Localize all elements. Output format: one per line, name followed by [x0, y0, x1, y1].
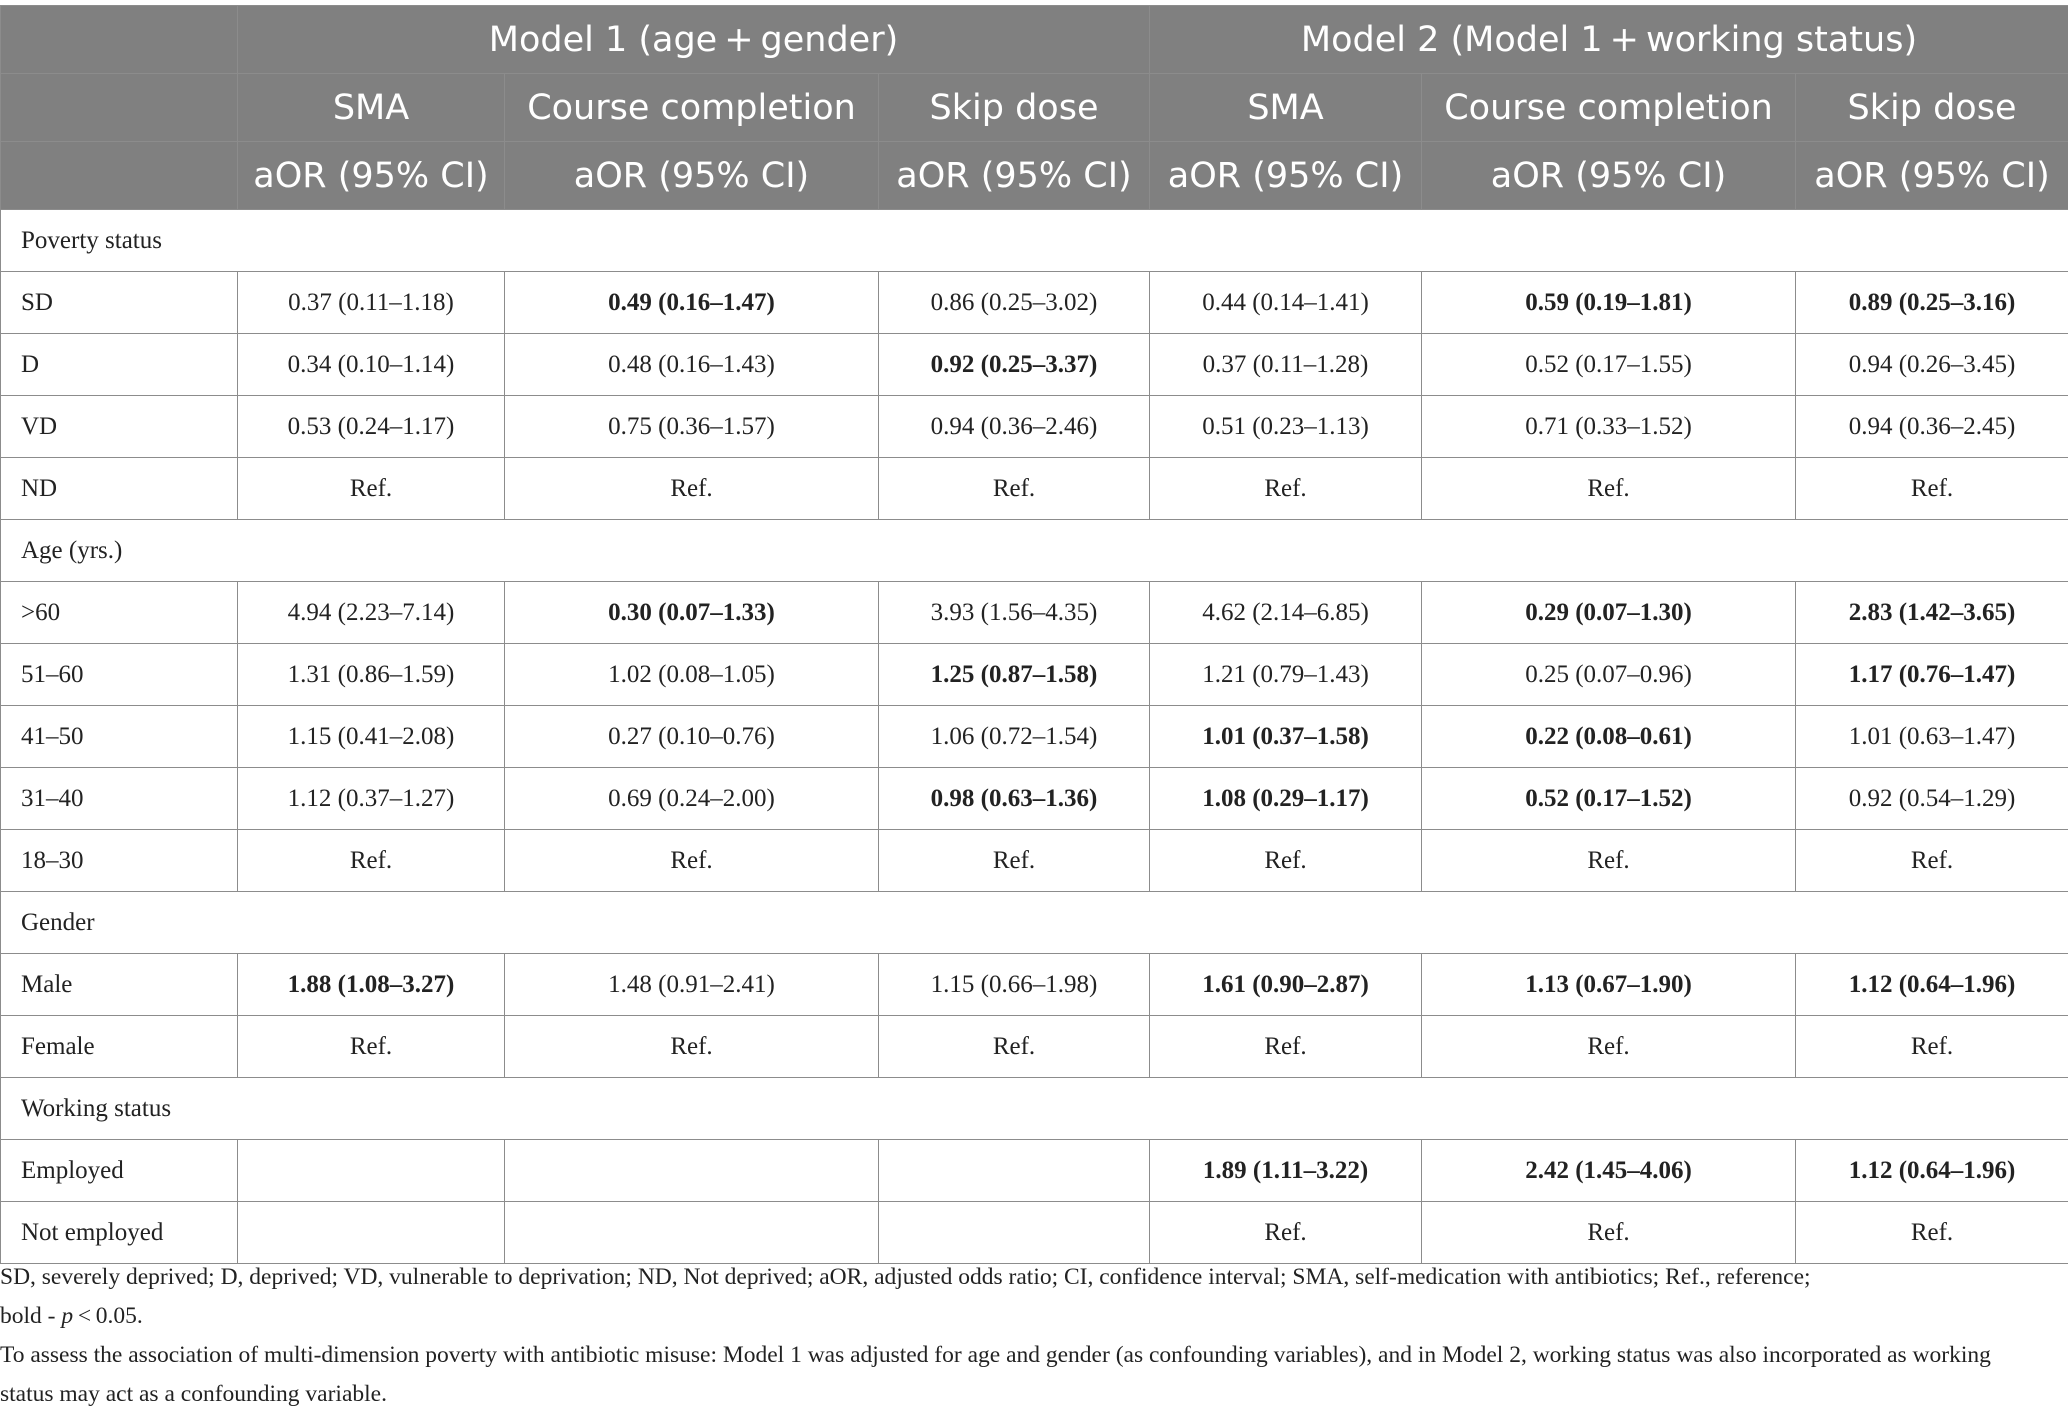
value-cell: 1.88 (1.08–3.27)	[238, 954, 505, 1016]
value-cell: 0.53 (0.24–1.17)	[238, 396, 505, 458]
value-cell: 1.13 (0.67–1.90)	[1422, 954, 1796, 1016]
adjustment-note: To assess the association of multi-dimension poverty with antibiotic misuse: Model 1 was adjusted for age and gender (as confounding variables), and in Model 2, working status was also incorporated as working status may act as a confounding variable.	[0, 1342, 1991, 1407]
value-cell: 0.75 (0.36–1.57)	[505, 396, 879, 458]
table-row	[1, 954, 2068, 1016]
measure-header: aOR (95% CI)	[238, 142, 505, 210]
section-label: Working status	[1, 1078, 2068, 1140]
value-cell: 0.89 (0.25–3.16)	[1796, 272, 2068, 334]
value-cell: 0.52 (0.17–1.55)	[1422, 334, 1796, 396]
value-cell: 0.29 (0.07–1.30)	[1422, 582, 1796, 644]
outcome-header: SMA	[238, 74, 505, 142]
table-row	[1, 1016, 2068, 1078]
value-cell: Ref.	[1150, 1016, 1422, 1078]
abbreviations-note	[0, 1258, 2050, 1336]
value-cell: 0.44 (0.14–1.41)	[1150, 272, 1422, 334]
value-cell: 1.12 (0.64–1.96)	[1796, 954, 2068, 1016]
value-cell: 1.15 (0.66–1.98)	[879, 954, 1150, 1016]
value-cell: Ref.	[1796, 830, 2068, 892]
value-cell: 0.34 (0.10–1.14)	[238, 334, 505, 396]
value-cell: 1.17 (0.76–1.47)	[1796, 644, 2068, 706]
value-cell: Ref.	[1422, 830, 1796, 892]
row-label: D	[1, 334, 238, 396]
value-cell: 0.94 (0.36–2.46)	[879, 396, 1150, 458]
table-row	[1, 396, 2068, 458]
value-cell: 1.21 (0.79–1.43)	[1150, 644, 1422, 706]
value-cell: Ref.	[1150, 830, 1422, 892]
table-body	[1, 210, 2068, 1264]
value-cell: Ref.	[1422, 1202, 1796, 1264]
section-label: Poverty status	[1, 210, 2068, 272]
value-cell: 0.25 (0.07–0.96)	[1422, 644, 1796, 706]
value-cell: 1.89 (1.11–3.22)	[1150, 1140, 1422, 1202]
row-label: Employed	[1, 1140, 238, 1202]
model1-header: Model 1 (age + gender)	[238, 6, 1150, 74]
value-cell: 0.98 (0.63–1.36)	[879, 768, 1150, 830]
value-cell: 1.02 (0.08–1.05)	[505, 644, 879, 706]
header-row-outcomes	[1, 74, 2068, 142]
value-cell	[879, 1202, 1150, 1264]
outcome-header: SMA	[1150, 74, 1422, 142]
value-cell: 1.08 (0.29–1.17)	[1150, 768, 1422, 830]
value-cell: 1.25 (0.87–1.58)	[879, 644, 1150, 706]
measure-header: aOR (95% CI)	[879, 142, 1150, 210]
value-cell: 1.06 (0.72–1.54)	[879, 706, 1150, 768]
value-cell: 1.12 (0.64–1.96)	[1796, 1140, 2068, 1202]
row-label: VD	[1, 396, 238, 458]
value-cell: 2.42 (1.45–4.06)	[1422, 1140, 1796, 1202]
header-empty-cell	[1, 6, 238, 74]
value-cell: 1.01 (0.63–1.47)	[1796, 706, 2068, 768]
row-label: Female	[1, 1016, 238, 1078]
value-cell: 0.37 (0.11–1.28)	[1150, 334, 1422, 396]
value-cell: 0.49 (0.16–1.47)	[505, 272, 879, 334]
value-cell: Ref.	[1796, 1016, 2068, 1078]
header-empty-cell	[1, 74, 238, 142]
value-cell: 0.51 (0.23–1.13)	[1150, 396, 1422, 458]
row-label: Not employed	[1, 1202, 238, 1264]
value-cell: 1.01 (0.37–1.58)	[1150, 706, 1422, 768]
value-cell: Ref.	[505, 1016, 879, 1078]
value-cell: 0.94 (0.36–2.45)	[1796, 396, 2068, 458]
measure-header: aOR (95% CI)	[505, 142, 879, 210]
table-row	[1, 1140, 2068, 1202]
section-row	[1, 210, 2068, 272]
section-row	[1, 892, 2068, 954]
section-label: Gender	[1, 892, 2068, 954]
value-cell: 0.92 (0.25–3.37)	[879, 334, 1150, 396]
section-row	[1, 1078, 2068, 1140]
section-row	[1, 520, 2068, 582]
value-cell: 0.48 (0.16–1.43)	[505, 334, 879, 396]
row-label: >60	[1, 582, 238, 644]
value-cell: 0.71 (0.33–1.52)	[1422, 396, 1796, 458]
value-cell: 0.86 (0.25–3.02)	[879, 272, 1150, 334]
value-cell: Ref.	[1422, 458, 1796, 520]
row-label: ND	[1, 458, 238, 520]
row-label: 31–40	[1, 768, 238, 830]
value-cell: Ref.	[238, 458, 505, 520]
value-cell: Ref.	[238, 1016, 505, 1078]
value-cell: Ref.	[505, 458, 879, 520]
results-table	[0, 5, 2068, 1264]
header-row-models	[1, 6, 2068, 74]
value-cell	[505, 1202, 879, 1264]
value-cell: 0.92 (0.54–1.29)	[1796, 768, 2068, 830]
value-cell: Ref.	[505, 830, 879, 892]
measure-header: aOR (95% CI)	[1796, 142, 2068, 210]
measure-header: aOR (95% CI)	[1150, 142, 1422, 210]
value-cell	[238, 1140, 505, 1202]
outcome-header: Skip dose	[1796, 74, 2068, 142]
value-cell: 0.52 (0.17–1.52)	[1422, 768, 1796, 830]
value-cell: Ref.	[879, 458, 1150, 520]
table-row	[1, 272, 2068, 334]
table-header	[1, 6, 2068, 210]
value-cell: 0.94 (0.26–3.45)	[1796, 334, 2068, 396]
value-cell: Ref.	[1422, 1016, 1796, 1078]
model2-header: Model 2 (Model 1 + working status)	[1150, 6, 2068, 74]
value-cell: 1.31 (0.86–1.59)	[238, 644, 505, 706]
value-cell: 4.94 (2.23–7.14)	[238, 582, 505, 644]
value-cell: Ref.	[879, 1016, 1150, 1078]
value-cell	[879, 1140, 1150, 1202]
table-row	[1, 644, 2068, 706]
value-cell: Ref.	[1150, 1202, 1422, 1264]
table-row	[1, 458, 2068, 520]
value-cell: 0.69 (0.24–2.00)	[505, 768, 879, 830]
value-cell: Ref.	[1796, 1202, 2068, 1264]
outcome-header: Course completion	[505, 74, 879, 142]
value-cell: 0.22 (0.08–0.61)	[1422, 706, 1796, 768]
table-row	[1, 1202, 2068, 1264]
value-cell: Ref.	[1150, 458, 1422, 520]
value-cell: Ref.	[238, 830, 505, 892]
value-cell: Ref.	[879, 830, 1150, 892]
bold-note-p: p	[61, 1303, 74, 1329]
table-row	[1, 334, 2068, 396]
header-row-measure	[1, 142, 2068, 210]
table-row	[1, 706, 2068, 768]
measure-header: aOR (95% CI)	[1422, 142, 1796, 210]
row-label: Male	[1, 954, 238, 1016]
table-footnotes	[0, 1258, 2050, 1414]
value-cell: 0.30 (0.07–1.33)	[505, 582, 879, 644]
outcome-header: Course completion	[1422, 74, 1796, 142]
value-cell	[238, 1202, 505, 1264]
table-row	[1, 768, 2068, 830]
value-cell: 1.61 (0.90–2.87)	[1150, 954, 1422, 1016]
table-row	[1, 582, 2068, 644]
value-cell: 0.27 (0.10–0.76)	[505, 706, 879, 768]
value-cell: 3.93 (1.56–4.35)	[879, 582, 1150, 644]
value-cell: Ref.	[1796, 458, 2068, 520]
abbreviations-text: SD, severely deprived; D, deprived; VD, vulnerable to deprivation; ND, Not deprived; aOR, adjusted odds ratio; CI, confidence interval; SMA, self-medication with antibiotics; Ref., reference;	[0, 1264, 1811, 1290]
value-cell: 2.83 (1.42–3.65)	[1796, 582, 2068, 644]
value-cell	[505, 1140, 879, 1202]
outcome-header: Skip dose	[879, 74, 1150, 142]
row-label: 18–30	[1, 830, 238, 892]
row-label: 51–60	[1, 644, 238, 706]
bold-note-prefix: bold -	[0, 1303, 62, 1329]
header-empty-cell	[1, 142, 238, 210]
table-row	[1, 830, 2068, 892]
value-cell: 1.48 (0.91–2.41)	[505, 954, 879, 1016]
value-cell: 1.12 (0.37–1.27)	[238, 768, 505, 830]
row-label: 41–50	[1, 706, 238, 768]
bold-note-suffix: < 0.05.	[73, 1303, 143, 1329]
value-cell: 0.37 (0.11–1.18)	[238, 272, 505, 334]
value-cell: 0.59 (0.19–1.81)	[1422, 272, 1796, 334]
value-cell: 4.62 (2.14–6.85)	[1150, 582, 1422, 644]
section-label: Age (yrs.)	[1, 520, 2068, 582]
value-cell: 1.15 (0.41–2.08)	[238, 706, 505, 768]
row-label: SD	[1, 272, 238, 334]
